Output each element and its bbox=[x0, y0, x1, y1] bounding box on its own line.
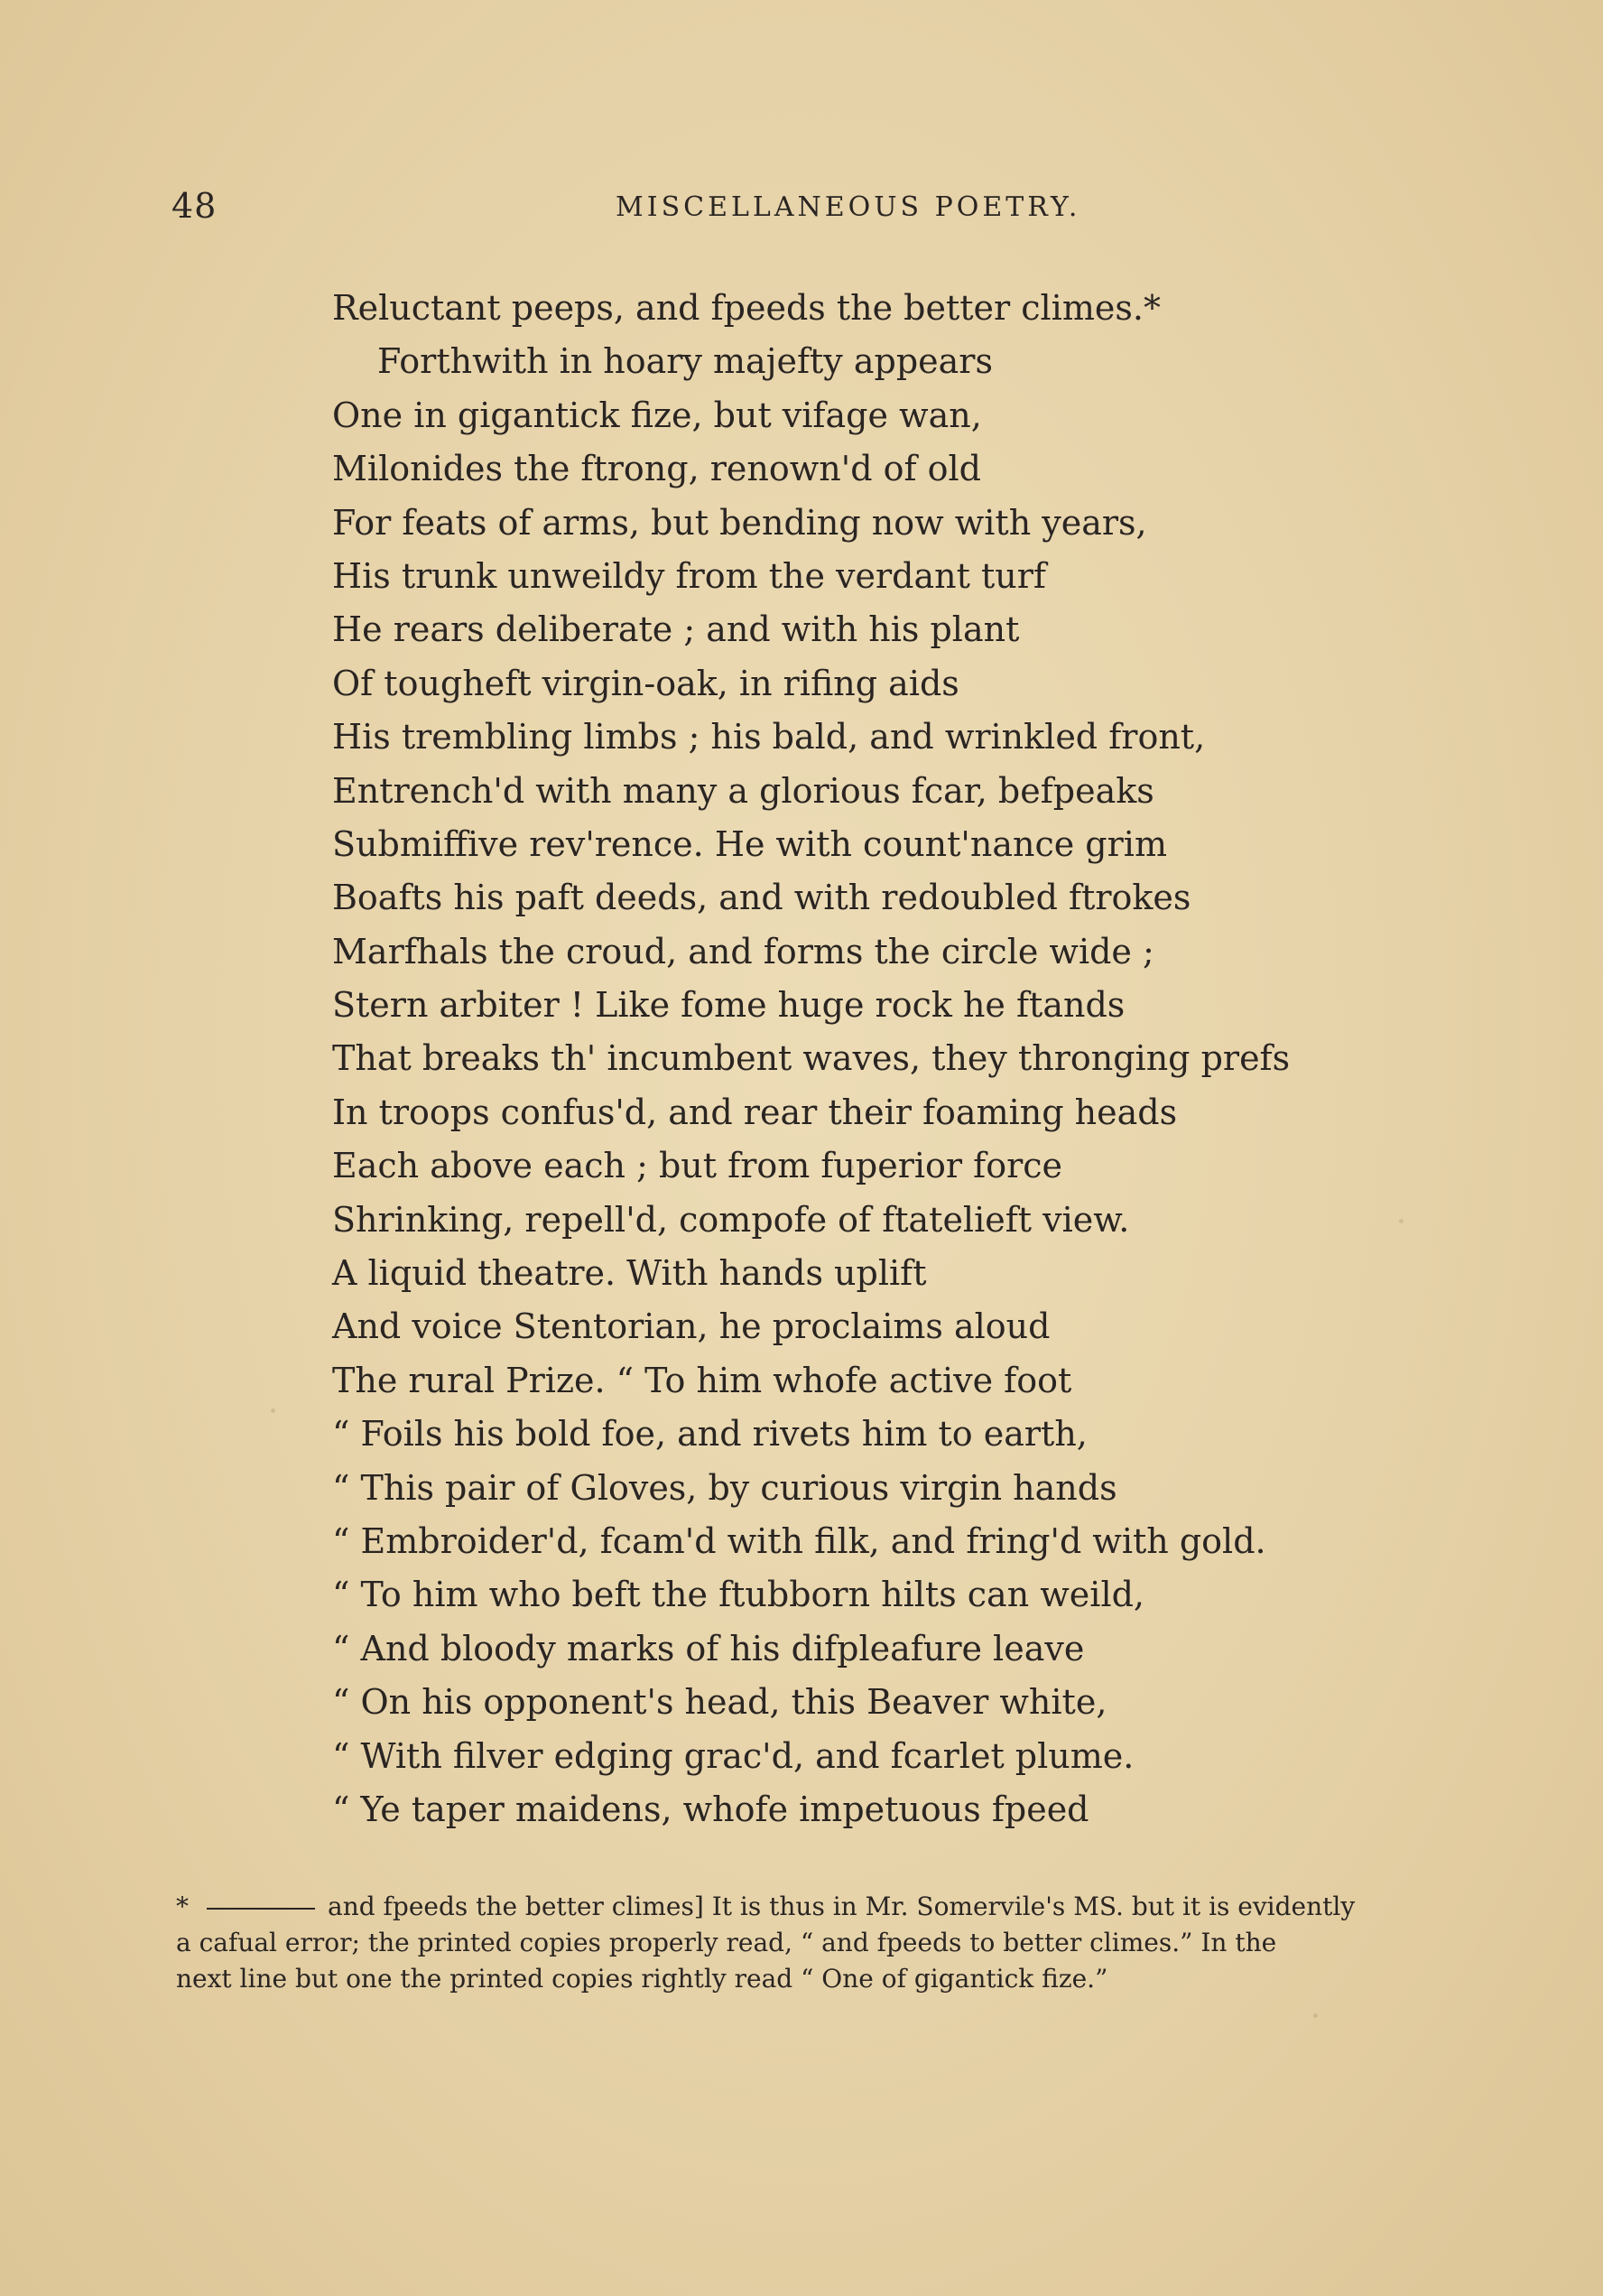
poem-line: One in gigantick fize, but vifage wan, bbox=[332, 395, 982, 435]
poem-line: “ On his opponent's head, this Beaver white, bbox=[332, 1682, 1107, 1723]
poem-line: He rears deliberate ; and with his plant bbox=[332, 609, 1020, 650]
poem-line: Marfhals the croud, and forms the circle wide ; bbox=[332, 931, 1154, 971]
poem-line: Submiffive rev'rence. He with count'nance grim bbox=[332, 823, 1167, 864]
poem-line: And voice Stentorian, he proclaims aloud bbox=[332, 1306, 1051, 1347]
footnote-line bbox=[176, 1889, 1494, 1925]
poem-text bbox=[332, 282, 1487, 1836]
poem-line: His trembling limbs ; his bald, and wrinkled front, bbox=[332, 717, 1206, 758]
poem-line: In troops confus'd, and rear their foaming heads bbox=[332, 1092, 1178, 1132]
page-number: 48 bbox=[171, 186, 218, 226]
poem-line: “ Embroider'd, fcam'd with filk, and fring'd with gold. bbox=[332, 1520, 1266, 1561]
footnote-line-3: next line but one the printed copies rightly read “ One of gigantick fize.” bbox=[176, 1964, 1108, 1994]
poem-line: “ Foils his bold foe, and rivets him to earth, bbox=[332, 1414, 1088, 1455]
poem-line: For feats of arms, but bending now with years, bbox=[332, 502, 1147, 543]
poem-line: Entrench'd with many a glorious fcar, befpeaks bbox=[332, 770, 1154, 811]
poem-line: “ To him who beft the ftubborn hilts can weild, bbox=[332, 1575, 1144, 1615]
poem-line: Forthwith in hoary majefty appears bbox=[377, 341, 993, 382]
footnote bbox=[176, 1889, 1494, 1997]
poem-line: The rural Prize. “ To him whofe active foot bbox=[332, 1360, 1072, 1400]
footnote-line-2: a cafual error; the printed copies properly read, “ and fpeeds to better climes.” In the bbox=[176, 1928, 1277, 1957]
paper-spot bbox=[1313, 2013, 1318, 2018]
footnote-rule bbox=[207, 1908, 315, 1910]
poem-line: “ And bloody marks of his difpleafure leave bbox=[332, 1628, 1085, 1669]
poem-line: Boafts his paft deeds, and with redoubled ftrokes bbox=[332, 878, 1191, 918]
poem-line: Reluctant peeps, and fpeeds the better climes.* bbox=[332, 288, 1161, 328]
poem-line: That breaks th' incumbent waves, they thronging prefs bbox=[332, 1038, 1291, 1079]
poem-line: Each above each ; but from fuperior force bbox=[332, 1146, 1063, 1186]
poem-line: “ With filver edging grac'd, and fcarlet plume. bbox=[332, 1735, 1135, 1776]
poem-line: Stern arbiter ! Like fome huge rock he ftands bbox=[332, 985, 1126, 1026]
poem-line: Milonides the ftrong, renown'd of old bbox=[332, 449, 981, 489]
poem-line: Of tougheft virgin-oak, in rifing aids bbox=[332, 663, 959, 703]
footnote-marker: * bbox=[176, 1892, 189, 1921]
footnote-line-1: and fpeeds the better climes] It is thus in Mr. Somervile's MS. but it is evidently bbox=[328, 1892, 1356, 1921]
paper-spot bbox=[271, 1408, 275, 1413]
poem-line: His trunk unweildy from the verdant turf bbox=[332, 555, 1046, 596]
poem-line: “ This pair of Gloves, by curious virgin hands bbox=[332, 1467, 1117, 1508]
poem-line: A liquid theatre. With hands uplift bbox=[332, 1253, 927, 1294]
running-title: MISCELLANEOUS POETRY. bbox=[616, 191, 1081, 223]
poem-line: Shrinking, repell'd, compofe of ftatelieft view. bbox=[332, 1199, 1130, 1240]
poem-line: “ Ye taper maidens, whofe impetuous fpeed bbox=[332, 1789, 1089, 1829]
